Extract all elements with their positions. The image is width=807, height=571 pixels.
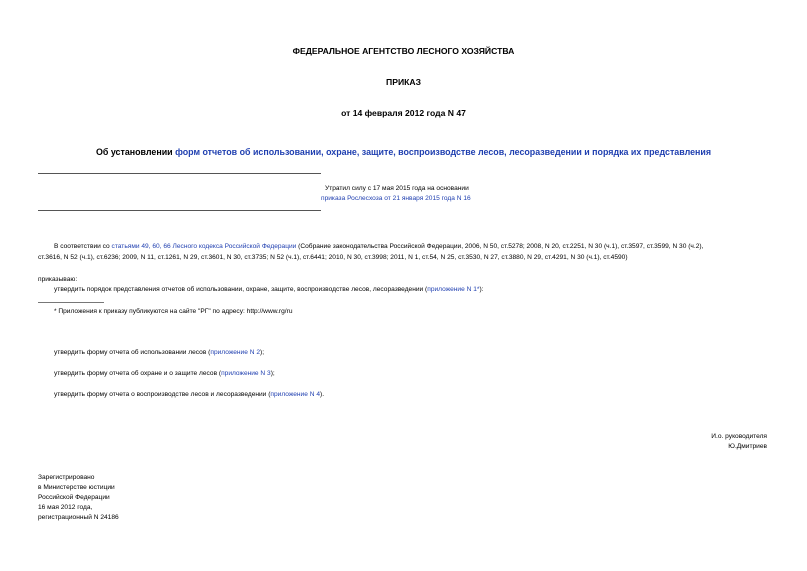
- registration-line3: Российской Федерации: [38, 494, 110, 501]
- appendix-3-link[interactable]: приложение N 3: [221, 370, 271, 377]
- agency-name: ФЕДЕРАЛЬНОЕ АГЕНТСТВО ЛЕСНОГО ХОЗЯЙСТВА: [292, 46, 515, 56]
- order-item-3-text: утвердить форму отчета об охране и о защите лесов (: [54, 370, 222, 377]
- order-item-3: [54, 369, 275, 379]
- order-item-2: [54, 348, 264, 358]
- status-note-link[interactable]: приказа Рослесхоза от 21 января 2015 года N 16: [321, 195, 471, 202]
- order-item-1-suffix: ):: [479, 286, 484, 293]
- preamble-prefix: В соответствии со: [54, 243, 112, 250]
- signature-name: Ю.Дмитриев: [728, 443, 767, 450]
- divider-bottom: [38, 210, 321, 211]
- order-item-4-suffix: ).: [320, 391, 325, 398]
- preamble-line2: ст.3616, N 52 (ч.1), ст.6236; 2009, N 11, ст.1261, N 29, ст.3601, N 30, ст.3735; N 52 (ч.1), ст.6441; 2010, N 30, ст.3998; 2011, N 1, ст.54, N 25, ст.3530, N 27, ст.3880, N 29, ст.4291, N 30 (ч.1), ст.4590): [38, 254, 628, 261]
- registration-line1: Зарегистрировано: [38, 474, 95, 481]
- preamble-line1: [54, 242, 703, 252]
- document-title: [0, 147, 807, 157]
- order-item-2-suffix: );: [260, 349, 265, 356]
- appendix-2-link[interactable]: приложение N 2: [210, 349, 260, 356]
- document-type: ПРИКАЗ: [386, 77, 421, 87]
- footnote: * Приложения к приказу публикуются на сайте "РГ" по адресу: http://www.rg/ru: [54, 308, 293, 315]
- order-item-4: [54, 390, 324, 400]
- title-link[interactable]: форм отчетов об использовании, охране, защите, воспроизводстве лесов, лесоразведении и порядка их представления: [175, 147, 712, 157]
- order-item-1-text: утвердить порядок представления отчетов об использовании, охране, защите, воспроизводстве лесов, лесоразведении (: [54, 286, 428, 293]
- status-note-line1: Утратил силу с 17 мая 2015 года на основании: [325, 185, 469, 192]
- appendix-4-link[interactable]: приложение N 4: [270, 391, 321, 398]
- registration-line5: регистрационный N 24186: [38, 514, 119, 521]
- order-item-3-suffix: );: [270, 370, 275, 377]
- order-item-2-text: утвердить форму отчета об использовании лесов (: [54, 349, 211, 356]
- document-date-number: от 14 февраля 2012 года N 47: [341, 108, 466, 118]
- registration-line2: в Министерстве юстиции: [38, 484, 115, 491]
- registration-line4: 16 мая 2012 года,: [38, 504, 93, 511]
- signature-position: И.о. руководителя: [711, 433, 767, 440]
- order-item-4-text: утвердить форму отчета о воспроизводстве лесов и лесоразведении (: [54, 391, 271, 398]
- order-word: приказываю:: [38, 276, 78, 283]
- order-item-1: [54, 285, 483, 295]
- title-prefix: Об установлении: [95, 147, 176, 157]
- footnote-divider: [38, 302, 104, 303]
- preamble-link[interactable]: статьями 49, 60, 66 Лесного кодекса Российской Федерации: [111, 243, 297, 250]
- appendix-1-link[interactable]: приложение N 1*: [427, 286, 480, 293]
- preamble-rest: (Собрание законодательства Российской Федерации, 2006, N 50, ст.5278; 2008, N 20, ст.2251, N 30 (ч.1), ст.3597, ст.3599, N 30 (ч.2),: [296, 243, 704, 250]
- divider-top: [38, 173, 321, 174]
